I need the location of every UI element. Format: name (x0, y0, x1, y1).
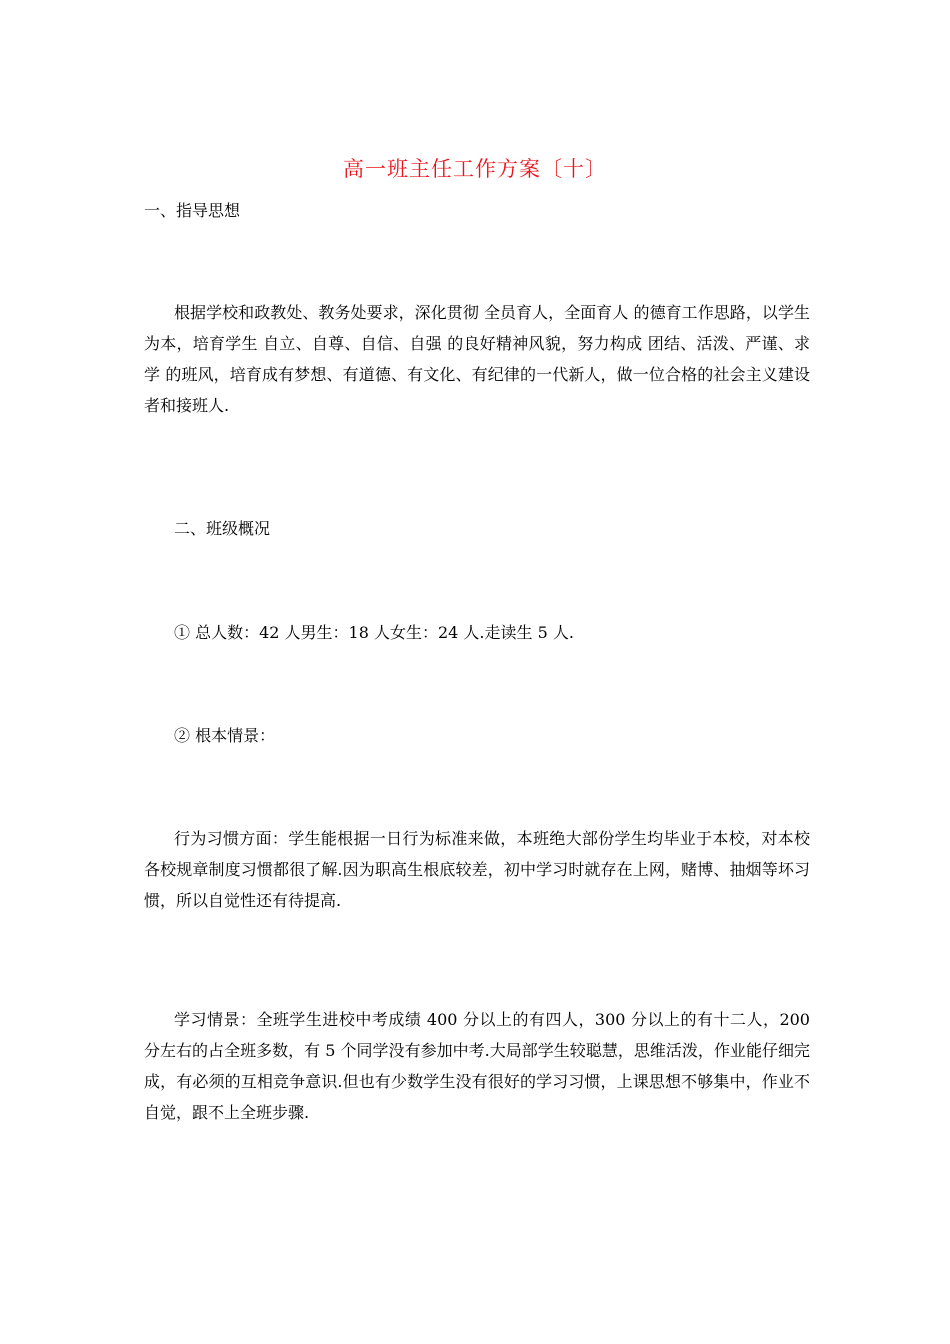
behavior-habits-paragraph: 行为习惯方面：学生能根据一日行为标准来做，本班绝大部份学生均毕业于本校，对本校各校规章制度习惯都很了解.因为职高生根底较差，初中学习时就存在上网，赌博、抽烟等坏习惯，所以自觉性还有待提高. (144, 829, 810, 910)
guiding-thought-paragraph: 根据学校和政教处、教务处要求，深化贯彻 全员育人，全面育人 的德育工作思路，以学生为本，培育学生 自立、自尊、自信、自强 的良好精神风貌，努力构成 团结、活泼、严谨、求学 的班风，培育成有梦想、有道德、有文化、有纪律的一代新人，做一位合格的社会主义建设者和接班人. (144, 303, 810, 415)
basic-situation-item: ② 根本情景： (174, 726, 276, 745)
section-heading-guiding-thought: 一、指导思想 (144, 201, 241, 220)
document-title: 高一班主任工作方案〔十〕 (343, 157, 607, 181)
class-size-item: ① 总人数：42 人男生：18 人女生：24 人.走读生 5 人. (174, 623, 574, 642)
study-situation-paragraph: 学习情景：全班学生进校中考成绩 400 分以上的有四人，300 分以上的有十二人，200 分左右的占全班多数，有 5 个同学没有参加中考.大局部学生较聪慧，思维活泼，作业能仔细完成，有必须的互相竞争意识.但也有少数学生没有很好的学习习惯，上课思想不够集中，作业不自觉，跟不上全班步骤. (144, 1010, 810, 1122)
section-heading-class-overview: 二、班级概况 (174, 519, 271, 538)
